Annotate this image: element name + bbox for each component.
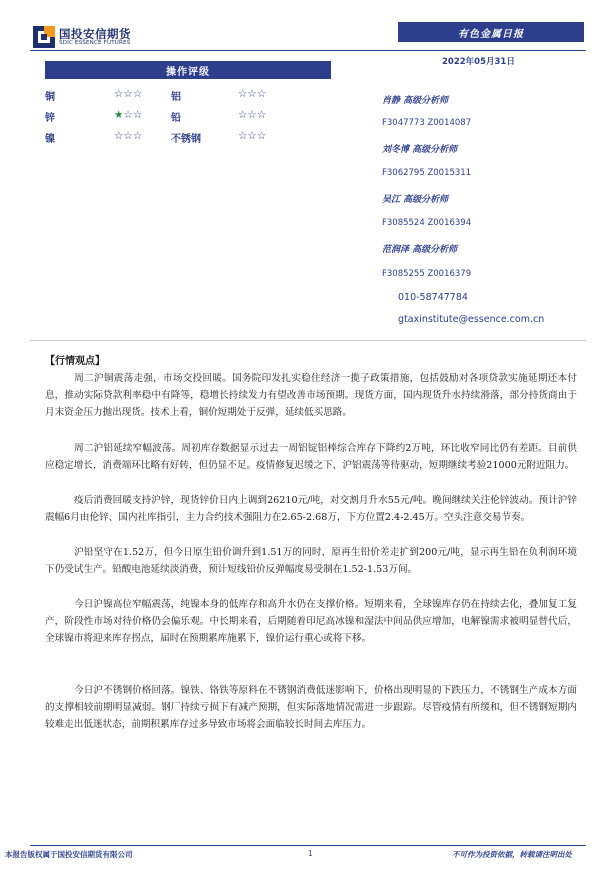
- logo-mark-icon: [33, 26, 55, 48]
- empty-star-icon: ☆☆: [123, 109, 143, 121]
- contact-email[interactable]: gtaxinstitute@essence.com.cn: [398, 314, 545, 325]
- paragraph-text: 沪铅坚守在1.52万，但今日原生铅价调升到1.51万的同时，原再生铅价差走扩到200元/吨，显示再生铅在负利润环境下仍受试生产。铅酸电池延续淡消费，预计短线铅价反弹幅度易受制在1.52-1.53万间。: [45, 547, 577, 576]
- logo-text-en: SDIC ESSENCE FUTURES: [59, 40, 131, 46]
- metal-label: 锌: [45, 113, 55, 124]
- footer-copyright: 本报告版权属于国投安信期货有限公司: [5, 850, 133, 859]
- logo-text-cn: 国投安信期货: [59, 27, 131, 41]
- metal-label: 铅: [171, 113, 181, 124]
- section-divider: [30, 340, 586, 341]
- analyst-name: 肖静 高级分析师: [382, 96, 449, 106]
- analyst-license: F3085255 Z0016379: [382, 269, 472, 279]
- analyst-license: F3047773 Z0014087: [382, 118, 472, 128]
- empty-star-icon: ☆☆☆: [114, 130, 143, 142]
- metal-label: 铜: [45, 92, 55, 103]
- analyst-name: 刘冬博 高级分析师: [382, 145, 458, 155]
- paragraph-lead: [45, 544, 577, 578]
- empty-star-icon: ☆☆☆: [238, 109, 267, 121]
- rating-stars: [114, 109, 142, 121]
- metal-label: 不锈钢: [171, 134, 201, 145]
- footer-disclaimer: 不可作为投资依据，转载请注明出处: [452, 850, 572, 859]
- metal-label: 铝: [171, 92, 181, 103]
- analyst-name: 吴江 高级分析师: [382, 195, 449, 205]
- page-number: 1: [308, 849, 313, 858]
- rating-row: [45, 130, 345, 146]
- paragraph-aluminium: [45, 440, 577, 474]
- paragraph-stainless-steel: [45, 682, 577, 734]
- rating-table-title: 操作评级: [45, 61, 331, 79]
- empty-star-icon: ☆☆☆: [238, 88, 267, 100]
- paragraph-zinc: [45, 492, 577, 526]
- metal-label: 镍: [45, 134, 55, 145]
- filled-star-icon: ★: [114, 109, 124, 121]
- paragraph-text: 今日沪不锈钢价格回落。镍铁、铬铁等原料在不锈钢消费低迷影响下，价格出现明显的下跌压力，不锈钢生产成本方面的支撑相较前期明显减弱。钢厂持续亏损下有减产预期，但实际落地情况需进一步跟踪。尽管疫情有所缓和，但不锈钢短期内较难走出低迷状态，前期积累库存过多导致市场将会面临较长时间去库压力。: [45, 685, 577, 731]
- empty-star-icon: ☆☆☆: [238, 130, 267, 142]
- footer-divider: [30, 845, 586, 846]
- paragraph-text: 今日沪镍高位窄幅震荡，纯镍本身的低库存和高升水仍在支撑价格。短期来看，全球镍库存仍在持续去化，叠加复工复产，阶段性市场对待价格仍会偏乐观。中长期来看，后期随着印尼高冰镍和湿法中间品供应增加，电解镍需求被明显替代后，全球镍市将迎来库存拐点，届时在预期累库施累下，镍价运行重心或将下移。: [45, 599, 577, 645]
- header-divider: [30, 50, 586, 51]
- rating-row: [45, 88, 345, 104]
- report-title: 有色金属日报: [398, 22, 584, 42]
- analyst-name: 范润泽 高级分析师: [382, 245, 458, 255]
- paragraph-text: 疫后消费回暖支持沪锌，现货锌价日内上调到26210元/吨，对交割月升水55元/吨。晚间继续关注伦锌波动。预计沪锌震幅6月由伦锌、国内社库指引，主力合约技术强阻力在2.65-2.68万，下方位置2.4-2.45万。空头注意交易节奏。: [45, 495, 577, 524]
- rating-stars: [114, 130, 142, 142]
- contact-phone: 010-58747784: [398, 292, 468, 303]
- rating-row: [45, 109, 345, 125]
- rating-stars: [114, 88, 142, 100]
- analyst-license: F3085524 Z0016394: [382, 218, 472, 228]
- paragraph-copper: [45, 370, 577, 422]
- analyst-license: F3062795 Z0015311: [382, 168, 472, 178]
- report-date: 2022年05月31日: [442, 57, 515, 67]
- paragraph-text: 周二沪铝延续窄幅波荡。周初库存数据显示过去一周铝锭铝棒综合库存下降约2万吨，环比收窄同比仍有差距。目前供应稳定增长，消费端环比略有好转，但仍显不足。疫情修复迟缓之下，沪铝震荡等待驱动，短期继续考验21000元附近阻力。: [45, 443, 577, 472]
- company-logo: [33, 26, 163, 52]
- section-title: 【行情观点】: [45, 356, 105, 367]
- empty-star-icon: ☆☆☆: [114, 88, 143, 100]
- paragraph-text: 周二沪铜震荡走强，市场交投回暖。国务院印发扎实稳住经济一揽子政策措施，包括鼓励对各项贷款实施延期还本付息，推动实际贷款利率稳中有降等，稳增长持续发力有望改善市场预期。现货方面，国内现货升水持续滑落，部分持货商由于月末资金压力抛出现货。技术上看，铜价短期处于反弹，延续低买思路。: [45, 373, 577, 419]
- paragraph-nickel: [45, 596, 577, 648]
